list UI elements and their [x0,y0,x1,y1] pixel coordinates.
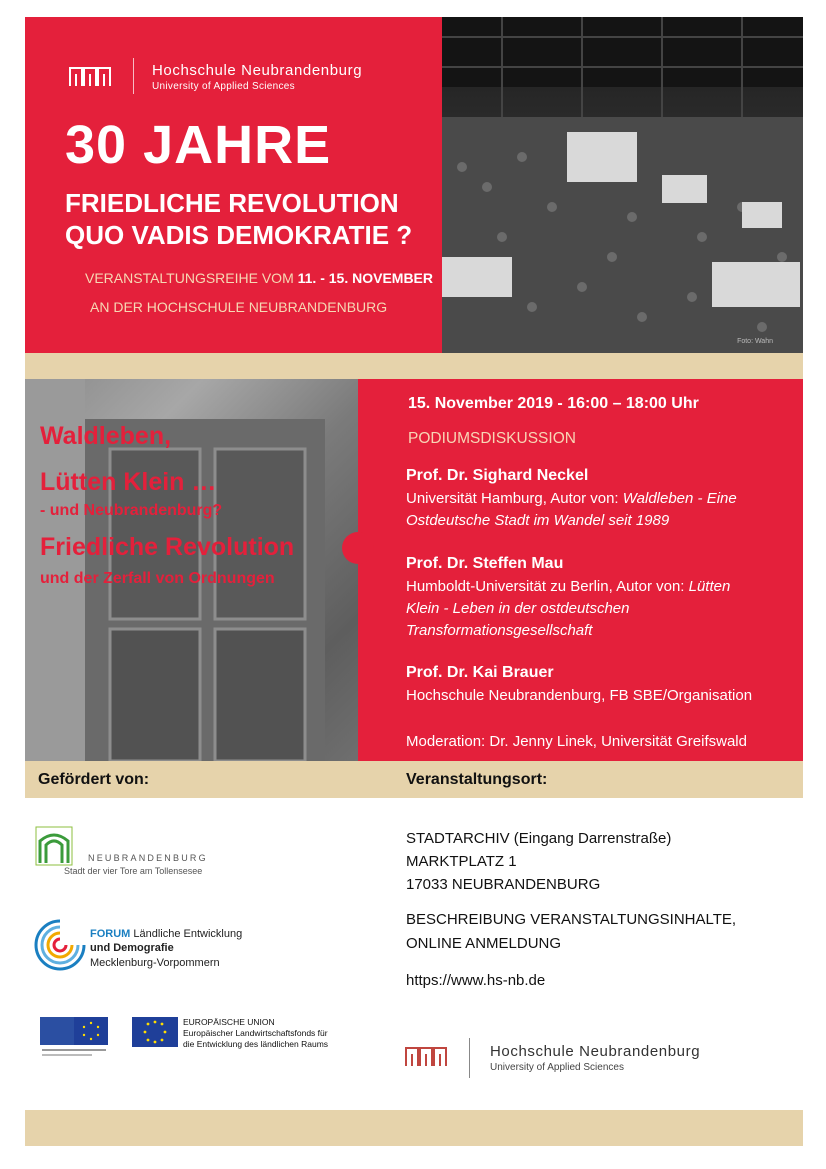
eu-fund-line1: Europäischer Landwirtschaftsfonds für [183,1028,328,1038]
speaker-2-name: Prof. Dr. Steffen Mau [406,555,564,572]
mv-eu-funds-logo-icon [40,1017,110,1067]
speaker-1-description: Universität Hamburg, Autor von: Waldleben - Eine Ostdeutsche Stadt im Wandel seit 1989 [406,490,737,529]
venue-label: Veranstaltungsort: [406,771,548,788]
eu-fund-line2: die Entwicklung des ländlichen Raums [183,1039,329,1049]
speaker-2-description: Humboldt-Universität zu Berlin, Autor von: Lütten Klein - Leben in der ostdeutschen Transformationsgesellschaft [406,578,731,639]
speaker-1-name: Prof. Dr. Sighard Neckel [406,467,589,484]
funded-by-label: Gefördert von: [38,771,150,788]
eu-label: EUROPÄISCHE UNION [183,1017,275,1027]
city-name: NEUBRANDENBURG [88,853,208,863]
photo-credit: Foto: Wahn [737,338,773,345]
speaker-3-name: Prof. Dr. Kai Brauer [406,664,554,681]
main-title: 30 JAHRE [65,115,332,175]
beige-band-top [25,353,803,379]
city-logo-icon [34,825,74,867]
university-logo-footer-icon [404,1044,448,1068]
main-subtitle-1: FRIEDLICHE REVOLUTION [65,188,399,218]
footer-logo-divider [469,1038,470,1078]
forum-logo-icon [33,913,87,977]
info-line1: BESCHREIBUNG VERANSTALTUNGSINHALTE, [406,911,737,928]
venue-building: STADTARCHIV (Eingang Darrenstraße) [406,830,672,847]
event-date-time: 15. November 2019 - 16:00 – 18:00 Uhr [408,395,699,412]
venue-city: 17033 NEUBRANDENBURG [406,876,601,893]
forum-name-line2: und Demografie [90,942,174,954]
website-link[interactable]: https://www.hs-nb.de [406,972,546,989]
event-format: PODIUMSDISKUSSION [408,430,576,447]
footer-institution-subtitle: University of Applied Sciences [490,1062,624,1073]
series-location: AN DER HOCHSCHULE NEUBRANDENBURG [90,299,388,315]
event-title-line5: und der Zerfall von Ordnungen [40,570,275,587]
beige-band-bottom [25,1110,803,1146]
panel-notch [342,532,374,564]
city-tagline: Stadt der vier Tore am Tollensesee [64,866,203,876]
event-title-line4: Friedliche Revolution [40,533,295,561]
event-title-line3: - und Neubrandenburg? [40,502,223,519]
crowd-photo [442,17,803,353]
institution-subtitle: University of Applied Sciences [152,81,295,92]
venue-street: MARKTPLATZ 1 [406,853,517,870]
series-dates: VERANSTALTUNGSREIHE VOM 11. - 15. NOVEMBER [85,270,434,286]
forum-name: FORUM Ländliche Entwicklung [90,928,243,940]
main-subtitle-2: QUO VADIS DEMOKRATIE ? [65,220,413,250]
eu-flag-icon [132,1017,178,1047]
logo-divider [133,58,134,94]
forum-region: Mecklenburg-Vorpommern [90,957,220,969]
footer-institution-name: Hochschule Neubrandenburg [490,1043,701,1060]
event-title-line2: Lütten Klein … [40,468,217,496]
info-line2: ONLINE ANMELDUNG [406,935,562,952]
university-logo-icon [68,64,112,88]
event-title-line1: Waldleben, [40,422,172,450]
institution-name: Hochschule Neubrandenburg [152,62,363,79]
moderation: Moderation: Dr. Jenny Linek, Universität Greifswald [406,733,747,750]
speaker-3-description: Hochschule Neubrandenburg, FB SBE/Organisation [406,687,753,704]
